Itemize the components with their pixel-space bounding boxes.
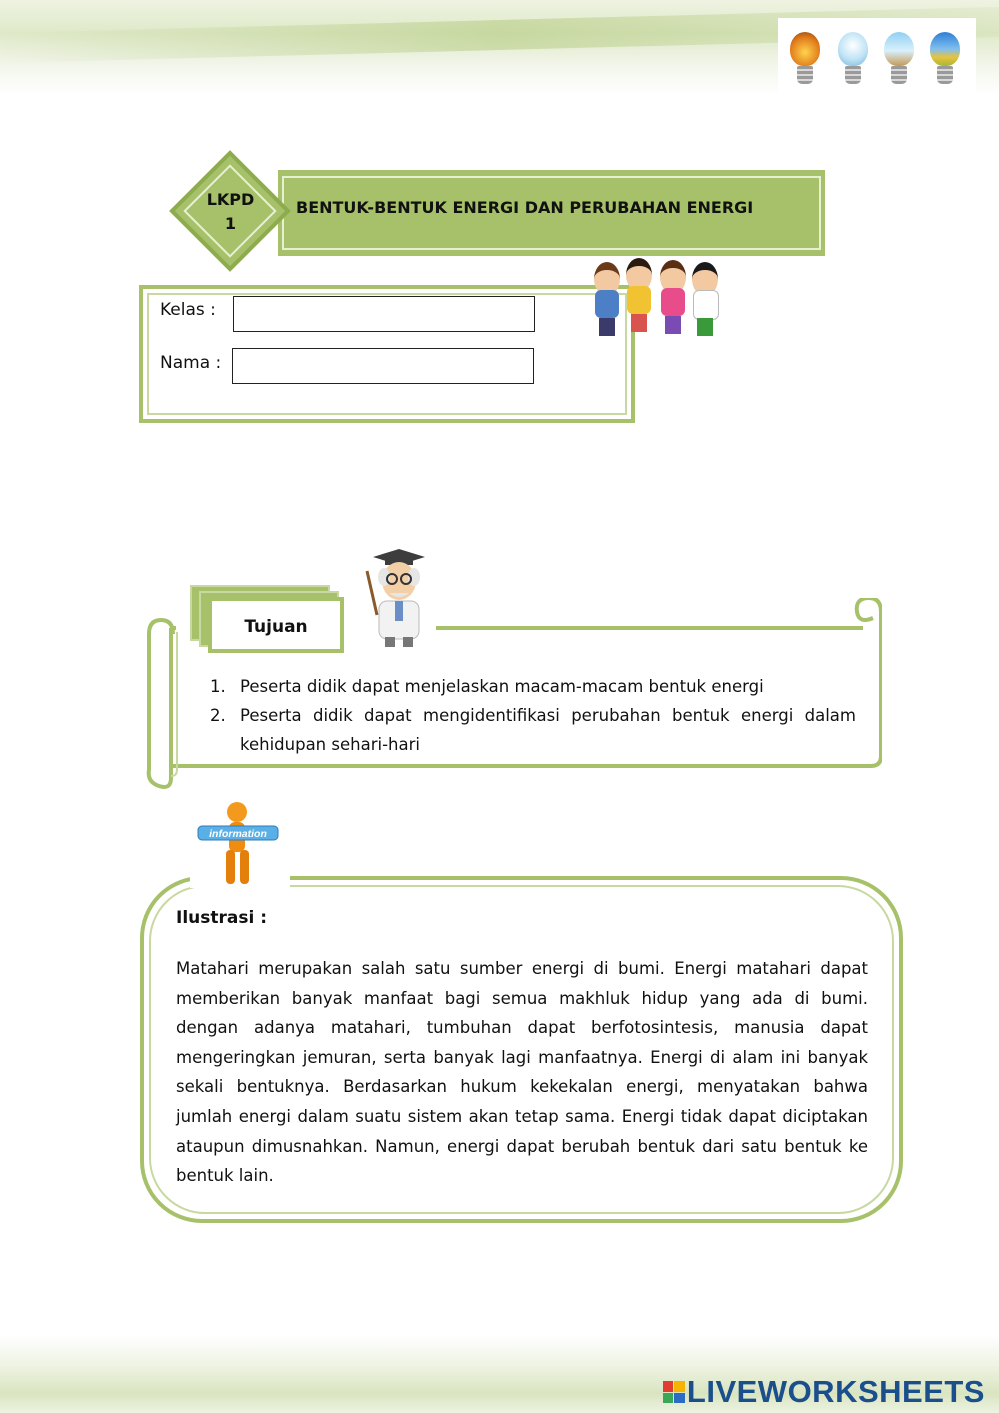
liveworksheets-logo (663, 1374, 985, 1410)
ilustrasi-body: Matahari merupakan salah satu sumber energi di bumi. Energi matahari dapat memberikan banyak manfaat bagi semua makhluk hidup yang ada di bumi. dengan adanya matahari, tumbuhan dapat berfotosintesis, manusia dapat mengeringkan jemuran, serta banyak lagi manfaatnya. Energi di alam ini banyak sekali bentuknya. Berdasarkan hukum kekekalan energi, menyatakan bahwa jumlah energi dalam suatu sistem akan tetap sama. Energi tidak dapat diciptakan ataupun dimusnahkan. Namun, energi dapat berubah bentuk dari satu bentuk ke bentuk lain. (176, 959, 868, 1186)
list-item: 2. Peserta didik dapat mengidentifikasi perubahan bentuk energi dalam kehidupan sehari-hari (210, 706, 856, 754)
information-figure (196, 800, 282, 892)
worksheet-title: BENTUK-BENTUK ENERGI DAN PERUBAHAN ENERGI (296, 198, 754, 217)
field-bulb-icon (928, 32, 962, 94)
worksheet-title-bar (278, 170, 825, 256)
liveworksheets-brand: LIVEWORKSHEETS (686, 1374, 985, 1409)
professor-figure (357, 549, 439, 649)
liveworksheets-icon (663, 1381, 685, 1403)
list-item: 1. Peserta didik dapat menjelaskan macam-macam bentuk energi (210, 677, 764, 696)
information-sign: information (209, 828, 267, 840)
nama-input[interactable] (232, 348, 534, 384)
tujuan-tab (190, 585, 345, 653)
lkpd-badge (169, 150, 292, 273)
water-bulb-icon (836, 32, 870, 94)
kelas-input[interactable] (233, 296, 535, 332)
nama-label: Nama : (160, 353, 222, 373)
sun-bulb-icon (788, 32, 822, 94)
children-illustration (588, 258, 728, 336)
lkpd-number: 1 (224, 214, 237, 233)
tujuan-heading: Tujuan (244, 617, 308, 637)
sky-bulb-icon (882, 32, 916, 94)
tujuan-list (210, 672, 856, 759)
kelas-label: Kelas : (160, 300, 216, 320)
energy-bulbs-image (778, 18, 976, 100)
ilustrasi-heading: Ilustrasi : (176, 908, 268, 928)
lkpd-label: LKPD (206, 190, 255, 209)
